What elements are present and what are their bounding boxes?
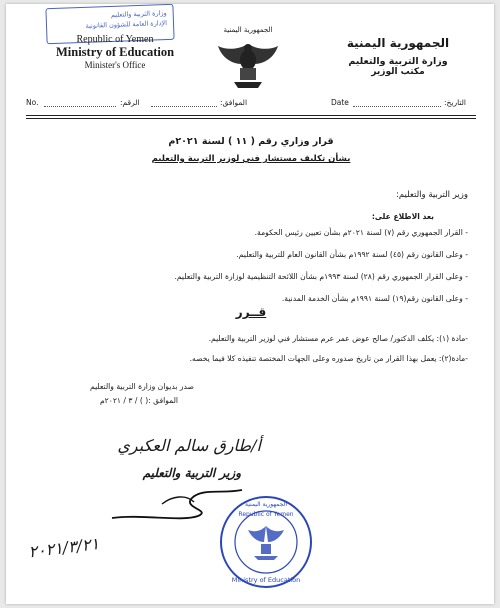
signer-name: أ/طارق سالم العكبري (117, 436, 261, 455)
seal-ministry: Ministry of Education (231, 576, 301, 584)
decree-subtitle: بشأن تكليف مستشار فني لوزير التربية والتعليم (151, 154, 351, 164)
preamble-item-4: - وعلى القانون رقم(١٩) لسنة ١٩٩١م بشأن الخدمة المدنية. (281, 294, 468, 303)
seal-republic: Republic of Yemen (238, 511, 294, 518)
tarikh-label: :التاريخ (444, 98, 466, 107)
republic-label: Republic of Yemen (76, 34, 154, 45)
arabic-republic: الجمهورية اليمنية (346, 36, 450, 50)
emblem-caption: الجمهورية اليمنية (223, 26, 273, 34)
preamble-item-1: - القرار الجمهوري رقم (٧) لسنة ٢٠٢١م بشأن تعيين رئيس الحكومة. (254, 228, 468, 237)
article-2: -مادة(٢): يعمل بهذا القرار من تاريخ صدوره وعلى الجهات المختصة تنفيذه كلا فيما يخصه. (189, 354, 468, 363)
issued-place: صدر بديوان وزارة التربية والتعليم (90, 382, 194, 391)
no-label: No. (26, 98, 39, 107)
arabic-ministry: وزارة التربية والتعليم (348, 56, 448, 67)
stamp-line-1: وزارة التربية والتعليم (110, 9, 167, 19)
addressee: وزير التربية والتعليم: (396, 190, 468, 200)
muwafiq-field (151, 98, 217, 107)
date-field (353, 98, 441, 107)
preamble-item-2: - وعلى القانون رقم (٤٥) لسنة ١٩٩٢م بشأن القانون العام للتربية والتعليم. (236, 250, 468, 259)
ministry-label: Ministry of Education (55, 45, 175, 59)
raqm-label: :الرقم (120, 98, 140, 107)
issued-date: الموافق :( ) / ٣ / ٢٠٢١م (99, 396, 178, 405)
ministry-seal-icon (218, 494, 314, 590)
after-review: بعد الاطلاع على: (371, 212, 434, 221)
signer-title: وزير التربية والتعليم (142, 466, 241, 480)
seal-arabic: الجمهورية اليمنية (244, 501, 288, 508)
reference-line (26, 98, 476, 112)
arabic-header (338, 36, 458, 77)
header-rule (26, 115, 476, 116)
handwritten-date: ٢٠٢١/٣/٢١ (27, 533, 101, 562)
preamble-item-3: - وعلى القرار الجمهوري رقم (٢٨) لسنة ١٩٩٣م بشأن اللائحة التنظيمية لوزارة التربية والتعليم. (174, 272, 468, 281)
stamp-line-2: الإدارة العامة للشؤون القانونية (85, 19, 168, 30)
decree-page (6, 4, 494, 604)
muwafiq-label: :الموافق (220, 98, 248, 107)
office-label: Minister's Office (84, 60, 146, 70)
decides-heading: قــرر (235, 305, 267, 319)
english-header (40, 34, 190, 70)
no-field (44, 98, 116, 107)
date-label: Date (331, 98, 349, 107)
header-rule-thin (26, 118, 476, 119)
article-1: -مادة (١): يكلف الدكتور/ صالح عوض عمر عرم مستشار فني لوزير التربية والتعليم. (208, 334, 468, 343)
arabic-office: مكتب الوزير (371, 67, 425, 77)
yemen-emblem-icon (208, 24, 288, 94)
decree-title: قرار وزاري رقم ( ١١ ) لسنة ٢٠٢١م (168, 136, 334, 147)
